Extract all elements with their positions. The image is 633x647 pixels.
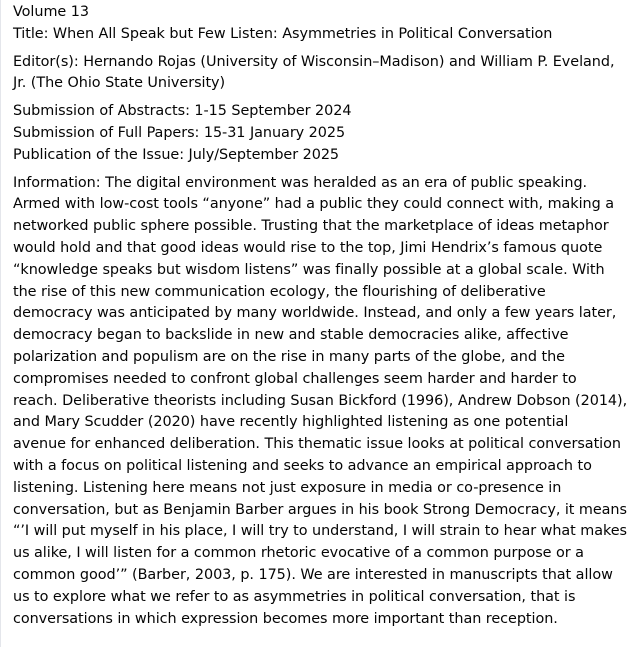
post-body — [13, 2, 627, 630]
information-line: Information: The digital environment was heralded as an era of public speaking. — [13, 174, 588, 191]
editors-line: Jr. (The Ohio State University) — [13, 75, 226, 92]
information-paragraph — [13, 173, 627, 631]
information-line: “knowledge speaks but wisdom listens” was finally possible at a global scale. With — [13, 261, 605, 278]
volume-line: Volume 13 — [13, 4, 89, 20]
information-line: reach. Deliberative theorists including Susan Bickford (1996), Andrew Dobson (2014), — [13, 392, 628, 409]
editors-line: Editor(s): Hernando Rojas (University of Wisconsin–Madison) and William P. Eveland, — [13, 53, 615, 70]
information-line: democracy began to backslide in new and stable democracies alike, affective — [13, 327, 569, 344]
editors-paragraph — [13, 52, 627, 96]
information-line: compromises needed to confront global challenges seem harder and harder to — [13, 370, 577, 387]
dates-paragraph — [13, 101, 627, 166]
information-line: democracy was anticipated by many worldwide. Instead, and only a few years later, — [13, 305, 617, 322]
information-line: polarization and populism are on the rise in many parts of the globe, and the — [13, 348, 565, 365]
information-line: avenue for enhanced deliberation. This thematic issue looks at political conversation — [13, 436, 621, 453]
information-line: us to explore what we refer to as asymmetries in political conversation, that is — [13, 588, 576, 605]
publication-date-line: Publication of the Issue: July/September 2025 — [13, 146, 340, 163]
information-line: with a focus on political listening and seeks to advance an empirical approach to — [13, 457, 592, 474]
information-line: conversation, but as Benjamin Barber argues in his book Strong Democracy, it means — [13, 501, 627, 518]
title-line: Title: When All Speak but Few Listen: Asymmetries in Political Conversation — [13, 25, 553, 42]
information-line: and Mary Scudder (2020) have recently highlighted listening as one potential — [13, 414, 569, 431]
information-line: common good’” (Barber, 2003, p. 175). We are interested in manuscripts that allow — [13, 566, 613, 583]
information-line: listening. Listening here means not just exposure in media or co-presence in — [13, 479, 562, 496]
full-papers-date-line: Submission of Full Papers: 15-31 January 2025 — [13, 124, 346, 141]
information-line: conversations in which expression becomes more important than reception. — [13, 610, 558, 627]
information-line: “’I will put myself in his place, I will try to understand, I will strain to hear what makes — [13, 523, 627, 540]
information-line: Armed with low-cost tools “anyone” had a public they could connect with, making a — [13, 196, 614, 213]
information-line: networked public sphere possible. Trusting that the marketplace of ideas metaphor — [13, 218, 609, 235]
abstracts-date-line: Submission of Abstracts: 1-15 September 2024 — [13, 103, 352, 120]
issue-header — [13, 2, 627, 46]
information-line: the rise of this new communication ecology, the flourishing of deliberative — [13, 283, 546, 300]
information-line: would hold and that good ideas would rise to the top, Jimi Hendrix’s famous quote — [13, 239, 603, 256]
information-line: us alike, I will listen for a common rhetoric evocative of a common purpose or a — [13, 545, 584, 562]
